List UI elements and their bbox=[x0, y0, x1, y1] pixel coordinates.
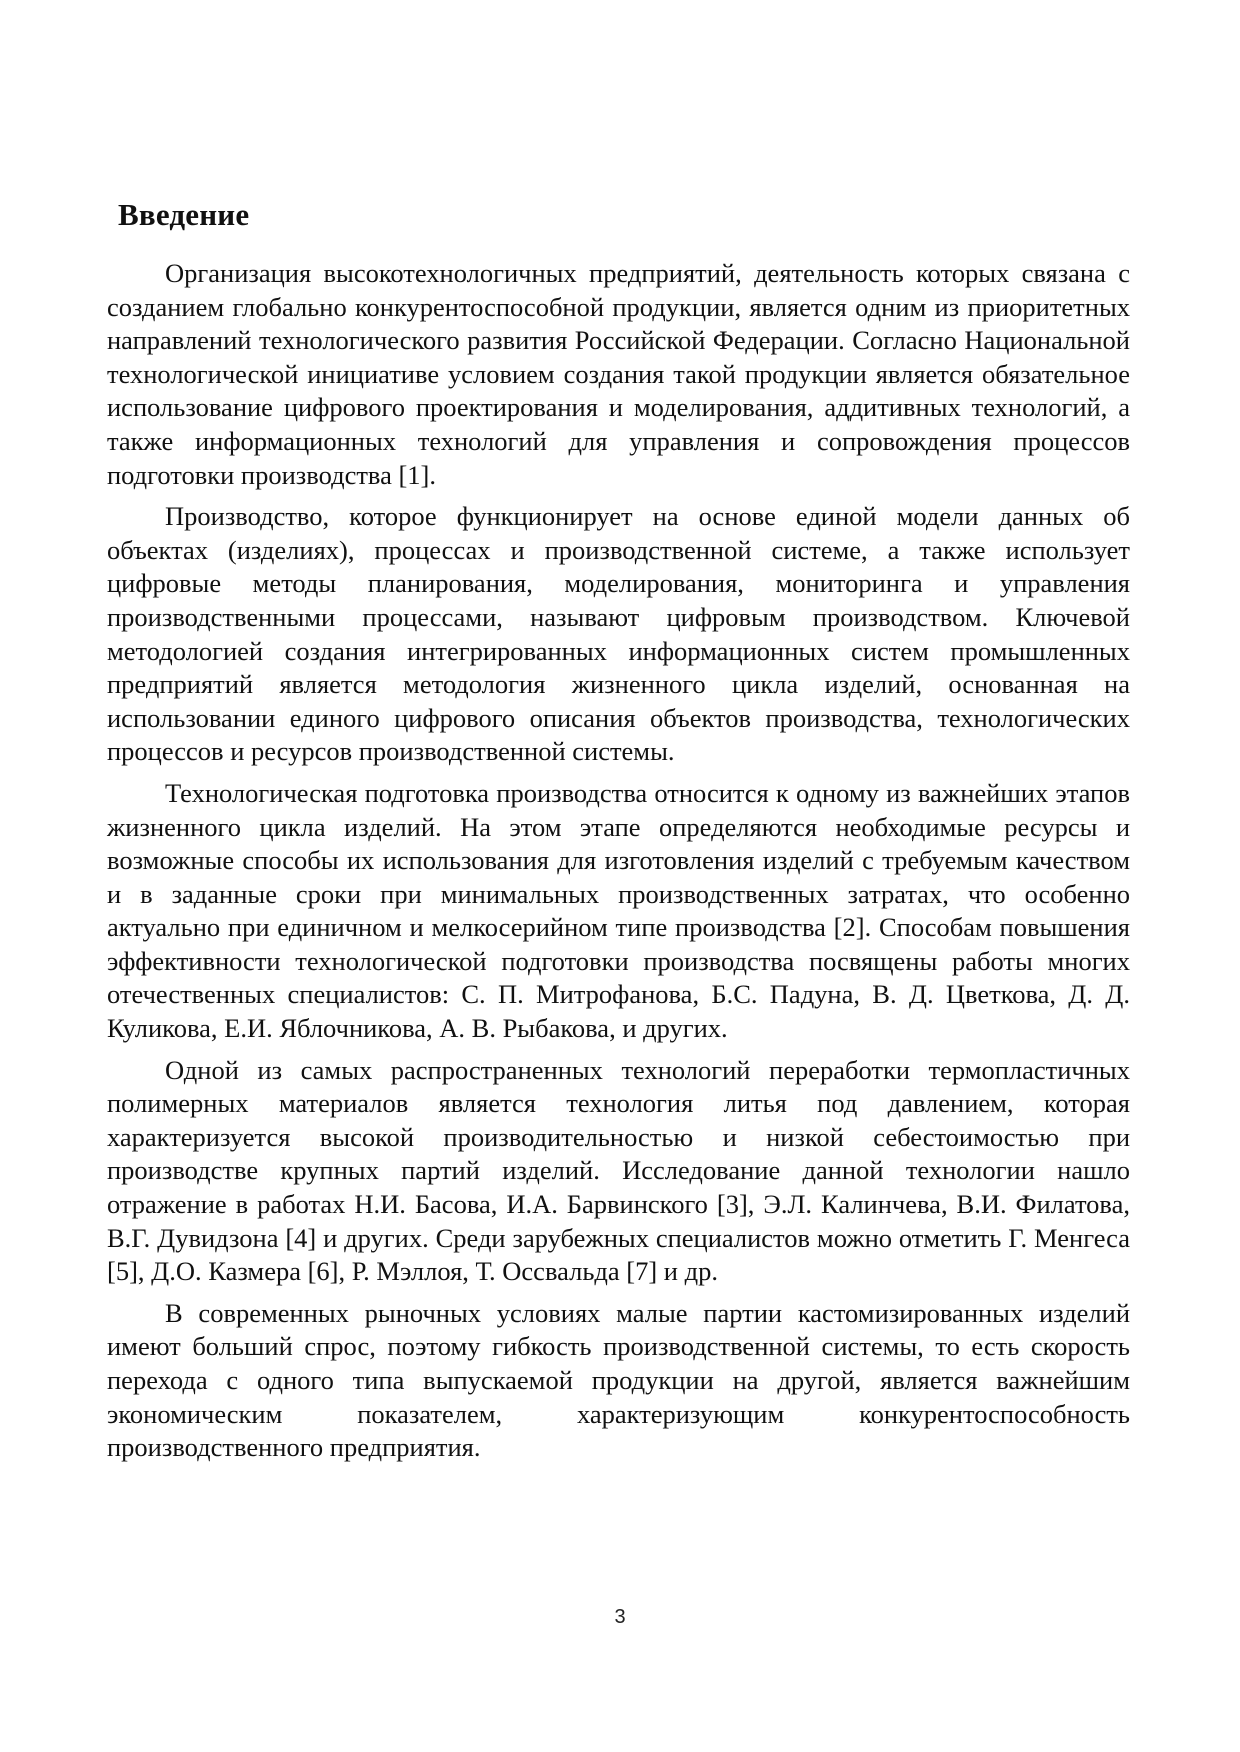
paragraph: В современных рыночных условиях малые партии кастомизированных изделий имеют больший спрос, поэтому гибкость производственной системы, то есть скорость перехода с одного типа выпускаемой продукции на другой, является важнейшим экономическим показателем, характеризующим конкурентоспособность производственного предприятия. bbox=[107, 1297, 1130, 1463]
paragraph: Технологическая подготовка производства относится к одному из важнейших этапов жизненного цикла изделий. На этом этапе определяются необходимые ресурсы и возможные способы их использования для изготовления изделий с требуемым качеством и в заданные сроки при минимальных производственных затратах, что особенно актуально при единичном и мелкосерийном типе производства [2]. Способам повышения эффективности технологической подготовки производства посвящены работы многих отечественных специалистов: С. П. Митрофанова, Б.С. Падуна, В. Д. Цветкова, Д. Д. Куликова, Е.И. Яблочникова, А. В. Рыбакова, и других. bbox=[107, 777, 1130, 1044]
page-number: 3 bbox=[614, 1606, 626, 1628]
body-text bbox=[107, 257, 1130, 1473]
section-heading: Введение bbox=[118, 197, 250, 232]
paragraph: Производство, которое функционирует на основе единой модели данных об объектах (изделиях), процессах и производственной системе, а также использует цифровые методы планирования, моделирования, мониторинга и управления производственными процессами, называют цифровым производством. Ключевой методологией создания интегрированных информационных систем промышленных предприятий является методология жизненного цикла изделий, основанная на использовании единого цифрового описания объектов производства, технологических процессов и ресурсов производственной системы. bbox=[107, 501, 1130, 767]
paragraph: Организация высокотехнологичных предприятий, деятельность которых связана с созданием глобально конкурентоспособной продукции, является одним из приоритетных направлений технологического развития Российской Федерации. Согласно Национальной технологической инициативе условием создания такой продукции является обязательное использование цифрового проектирования и моделирования, аддитивных технологий, а также информационных технологий для управления и сопровождения процессов подготовки производства [1]. bbox=[107, 258, 1130, 490]
paragraph: Одной из самых распространенных технологий переработки термопластичных полимерных материалов является технология литья под давлением, которая характеризуется высокой производительностью и низкой себестоимостью при производстве крупных партий изделий. Исследование данной технологии нашло отражение в работах Н.И. Басова, И.А. Барвинского [3], Э.Л. Калинчева, В.И. Филатова, В.Г. Дувидзона [4] и других. Среди зарубежных специалистов можно отметить Г. Менгеса [5], Д.О. Казмера [6], Р. Мэллоя, Т. Оссвальда [7] и др. bbox=[107, 1054, 1130, 1287]
